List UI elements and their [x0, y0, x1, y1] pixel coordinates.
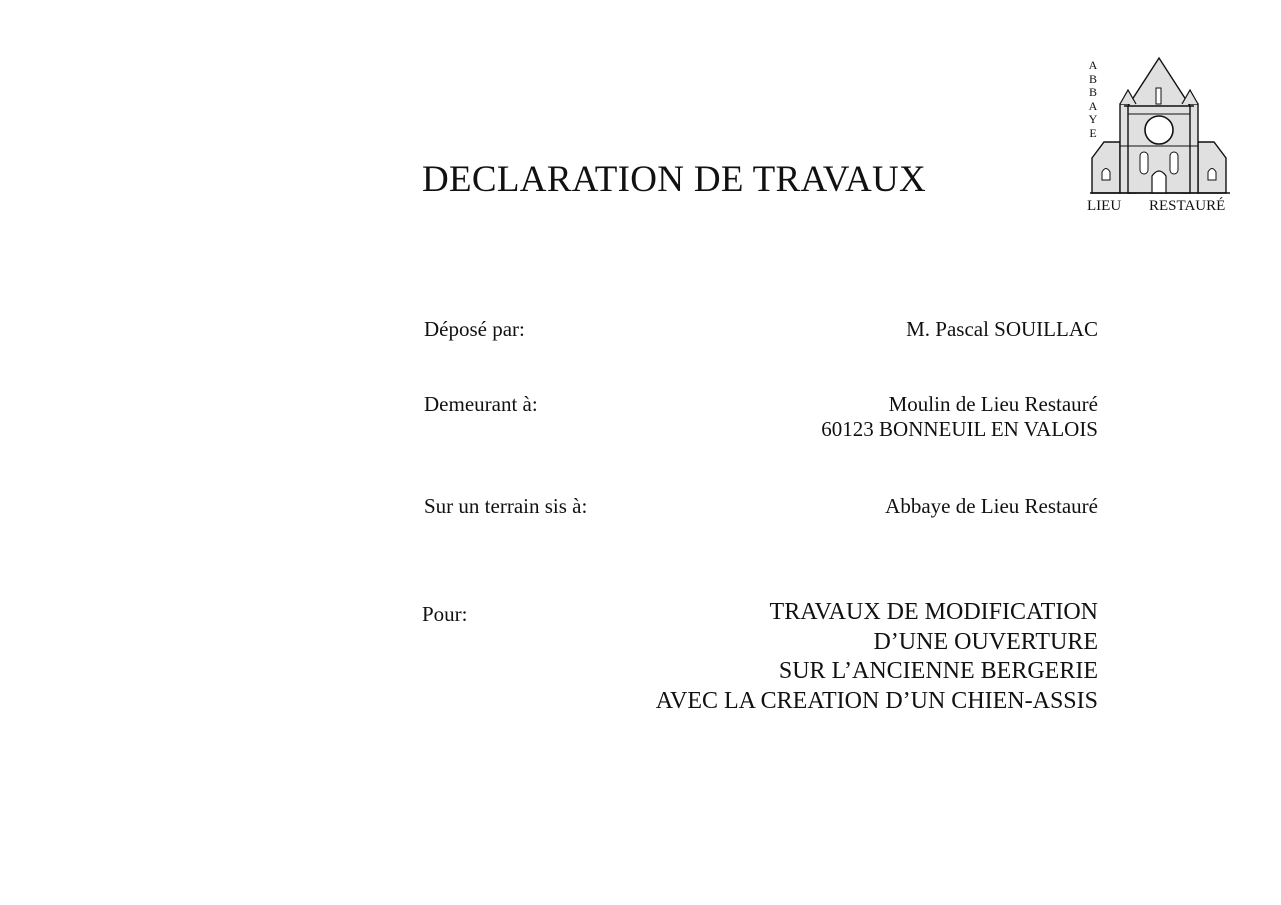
demeurant-label: Demeurant à: [424, 392, 538, 416]
logo-letter: B [1088, 85, 1097, 99]
logo-letter: Y [1088, 112, 1098, 126]
logo-word-left: LIEU [1087, 198, 1122, 214]
logo-letter: A [1088, 58, 1098, 72]
depose-par-name: M. Pascal SOUILLAC [906, 317, 1098, 341]
document-title: DECLARATION DE TRAVAUX [422, 159, 927, 200]
depose-par-label: Déposé par: [424, 317, 525, 341]
depose-par-value [906, 317, 1098, 342]
logo-letter: B [1088, 71, 1097, 86]
logo-letter: A [1088, 98, 1098, 113]
terrain-label: Sur un terrain sis à: [424, 494, 588, 518]
pour-description [656, 598, 1098, 716]
description-line: SUR L’ANCIENNE BERGERIE [778, 658, 1098, 684]
abbey-logo [1082, 52, 1232, 222]
description-line: TRAVAUX DE MODIFICATION [769, 599, 1098, 625]
pour-label: Pour: [422, 602, 468, 626]
logo-word-right: RESTAURÉ [1149, 198, 1226, 214]
terrain-location: Abbaye de Lieu Restauré [885, 494, 1098, 518]
address-line: Moulin de Lieu Restauré [888, 392, 1098, 416]
description-line: AVEC LA CREATION D’UN CHIEN-ASSIS [655, 687, 1098, 714]
logo-letter: E [1089, 125, 1097, 140]
abbey-church-icon [1090, 54, 1230, 199]
address-line: 60123 BONNEUIL EN VALOIS [821, 417, 1098, 441]
description-line: D’UNE OUVERTURE [873, 628, 1098, 655]
demeurant-address [821, 392, 1098, 442]
terrain-value [885, 494, 1098, 519]
